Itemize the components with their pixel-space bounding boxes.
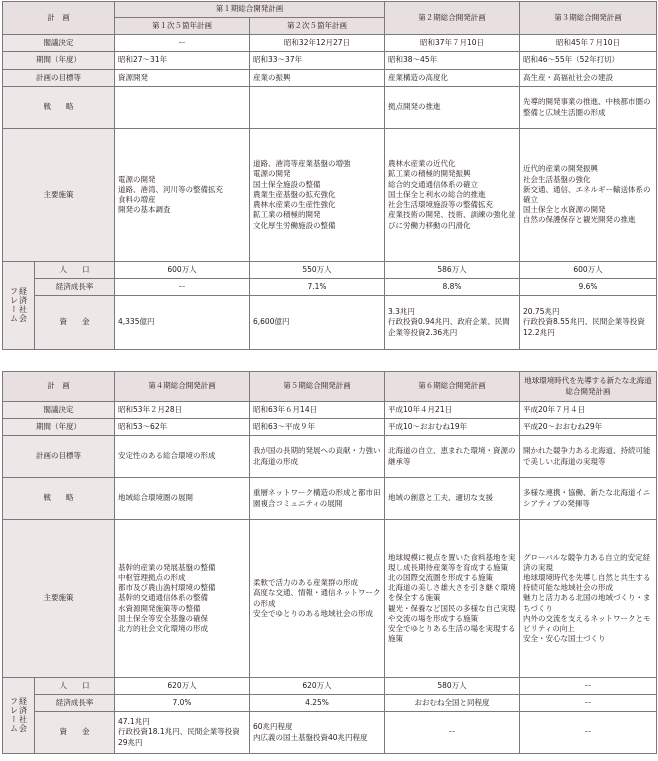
row-label: 経済成長率 <box>35 695 115 712</box>
new-plan-header: 地球環境時代を先導する新たな北海道総合開発計画 <box>520 372 657 402</box>
development-plans-table-1 <box>2 1 657 350</box>
cell: 北海道の自立、恵まれた環境・資源の継承等 <box>385 436 520 478</box>
cell: 47.1兆円 行政投資18.1兆円、民間企業等投資29兆円 <box>115 712 250 754</box>
cell: 近代的産業の開発振興 社会生活基盤の強化 新交通、通信、エネルギー輸送体系の確立 国土保全と水資源の開発 自然の保護保存と観光開発の推進 <box>520 129 657 262</box>
cell: 産業構造の高度化 <box>385 70 520 87</box>
cell: ー <box>385 712 520 754</box>
decision-row <box>3 35 657 52</box>
row-label: 経済成長率 <box>35 279 115 296</box>
growth-row <box>3 695 657 712</box>
cell: 3.3兆円 行政投資0.94兆円、政府企業、民間企業等投資2.36兆円 <box>385 296 520 350</box>
cell: 道路、港湾等産業基盤の増強 電源の開発 国土保全施設の整備 農業生産基盤の拡充強化 農林水産業の生産性強化 鉱工業の積極的開発 文化厚生労働施設の整備 <box>250 129 385 262</box>
strategy-row <box>3 87 657 129</box>
cell: ー <box>520 712 657 754</box>
cell: 平成10年４月21日 <box>385 402 520 419</box>
cell: ー <box>520 695 657 712</box>
cell: 資源開発 <box>115 70 250 87</box>
cell: 農林水産業の近代化 鉱工業の積極的開発振興 総合的交通通信体系の確立 国土保全と利水の総合的推進 社会生活環境施設等の整備拡充 産業技術の開発、技術、訓練の強化並びに労働力移動の円滑化 <box>385 129 520 262</box>
row-label: 戦 略 <box>3 478 115 520</box>
measures-row <box>3 520 657 678</box>
cell: 4.25% <box>250 695 385 712</box>
cell: 60兆円程度 内広義の国土基盤投資40兆円程度 <box>250 712 385 754</box>
population-row <box>3 262 657 279</box>
cell: 昭和63〜平成９年 <box>250 419 385 436</box>
row-label: 期間（年度） <box>3 52 115 70</box>
cell: 安定性のある総合環境の形成 <box>115 436 250 478</box>
cell: 開かれた競争力ある北海道、持続可能で美しい北海道の実現等 <box>520 436 657 478</box>
row-label: 人 口 <box>35 678 115 695</box>
cell: 20.75兆円 行政投資8.55兆円、民間企業等投資12.2兆円 <box>520 296 657 350</box>
cell: 7.0% <box>115 695 250 712</box>
funds-row <box>3 296 657 350</box>
cell: 産業の振興 <box>250 70 385 87</box>
cell: 先導的開発事業の推進、中核都市圏の整備と広域生活圏の形成 <box>520 87 657 129</box>
cell: 620万人 <box>250 678 385 695</box>
cell: 昭和27〜31年 <box>115 52 250 70</box>
cell: おおむね全国と同程度 <box>385 695 520 712</box>
cell: 昭和53年２月28日 <box>115 402 250 419</box>
cell: グローバルな競争力ある自立的安定経済の実現 地球環境時代を先導し自然と共生する持続可能な地域社会の形成 魅力と活力ある北国の地域づくり・まちづくり 内外の交流を支えるネットワークとモビリティの向上 安全・安心な国土づくり <box>520 520 657 678</box>
cell: 昭和63年６月14日 <box>250 402 385 419</box>
row-label: 人 口 <box>35 262 115 279</box>
cell: 多様な連携・協働、新たな北海道イニシアティブの発揮等 <box>520 478 657 520</box>
cell: 重層ネットワーク構造の形成と都市田園複合コミュニティの展開 <box>250 478 385 520</box>
cell: 地球規模に視点を置いた食料基地を実現し成長期待産業等を育成する施策 北の国際交流圏を形成する施策 北海道の美しさ雄大さを引き継ぐ環境を保全する施策 観光・保養など国民の多様な自己実現や交流の場を形成する施策 安全でゆとりある生活の場を実現する施策 <box>385 520 520 678</box>
term-row <box>3 52 657 70</box>
cell: 我が国の長期的発展への貢献・力強い北海道の形成 <box>250 436 385 478</box>
cell: 7.1% <box>250 279 385 296</box>
cell: 高生産・高福祉社会の建設 <box>520 70 657 87</box>
cell: 9.6% <box>520 279 657 296</box>
cell: 620万人 <box>115 678 250 695</box>
cell: 拠点開発の推進 <box>385 87 520 129</box>
economic-frame-label: 経済社会 フレーム <box>3 678 35 754</box>
cell: 586万人 <box>385 262 520 279</box>
row-label: 閣議決定 <box>3 402 115 419</box>
cell: 4,335億円 <box>115 296 250 350</box>
plan-header: 計 画 <box>3 2 115 35</box>
cell: 6,600億円 <box>250 296 385 350</box>
cell: 地域の創意と工夫、適切な支援 <box>385 478 520 520</box>
cell: 600万人 <box>520 262 657 279</box>
period-4-header: 第４期総合開発計画 <box>115 372 250 402</box>
cell: 昭和32年12月27日 <box>250 35 385 52</box>
row-label: 計画の目標等 <box>3 436 115 478</box>
row-label: 期間（年度） <box>3 419 115 436</box>
cell: 昭和45年７月10日 <box>520 35 657 52</box>
five-year-plan-2-header: 第２次５箇年計画 <box>250 18 385 35</box>
strategy-row <box>3 478 657 520</box>
row-label: 主要施策 <box>3 520 115 678</box>
cell: 600万人 <box>115 262 250 279</box>
row-label: 戦 略 <box>3 87 115 129</box>
row-label: 主要施策 <box>3 129 115 262</box>
row-label: 資 金 <box>35 296 115 350</box>
cell: 昭和46〜55年（52年打切） <box>520 52 657 70</box>
economic-frame-label: 経済社会 フレーム <box>3 262 35 350</box>
cell: 昭和33〜37年 <box>250 52 385 70</box>
period-1-header: 第１期総合開発計画 <box>115 2 385 18</box>
cell: 平成10〜おおむね19年 <box>385 419 520 436</box>
goal-row <box>3 436 657 478</box>
cell: ー <box>520 678 657 695</box>
cell: 柔軟で活力のある産業群の形成 高度な交通、情報・通信ネットワークの形成 安全でゆとりのある地域社会の形成 <box>250 520 385 678</box>
period-3-header: 第３期総合開発計画 <box>520 2 657 35</box>
cell: 昭和37年７月10日 <box>385 35 520 52</box>
row-label: 計画の目標等 <box>3 70 115 87</box>
cell: 580万人 <box>385 678 520 695</box>
measures-row <box>3 129 657 262</box>
term-row <box>3 419 657 436</box>
funds-row <box>3 712 657 754</box>
period-2-header: 第２期総合開発計画 <box>385 2 520 35</box>
five-year-plan-1-header: 第１次５箇年計画 <box>115 18 250 35</box>
cell: 地域総合環境圏の展開 <box>115 478 250 520</box>
cell: 平成20年７月４日 <box>520 402 657 419</box>
period-6-header: 第６期総合開発計画 <box>385 372 520 402</box>
development-plans-table-2 <box>2 371 657 754</box>
cell <box>250 87 385 129</box>
period-5-header: 第５期総合開発計画 <box>250 372 385 402</box>
population-row <box>3 678 657 695</box>
cell: ー <box>115 279 250 296</box>
cell: 昭和53〜62年 <box>115 419 250 436</box>
decision-row <box>3 402 657 419</box>
cell: 平成20〜おおむね29年 <box>520 419 657 436</box>
growth-row <box>3 279 657 296</box>
row-label: 資 金 <box>35 712 115 754</box>
cell: 8.8% <box>385 279 520 296</box>
plan-header: 計 画 <box>3 372 115 402</box>
cell: 昭和38〜45年 <box>385 52 520 70</box>
row-label: 閣議決定 <box>3 35 115 52</box>
goal-row <box>3 70 657 87</box>
cell: ー <box>115 35 250 52</box>
cell: 基幹的産業の発展基盤の整備 中枢管理拠点の形成 都市及び農山漁村環境の整備 基幹的交通通信体系の整備 水資源開発施策等の整備 国土保全等安全基盤の確保 北方的社会文化環境の形成 <box>115 520 250 678</box>
cell <box>115 87 250 129</box>
cell: 550万人 <box>250 262 385 279</box>
cell: 電源の開発 道路、港湾、河川等の整備拡充 食料の増産 開発の基本調査 <box>115 129 250 262</box>
